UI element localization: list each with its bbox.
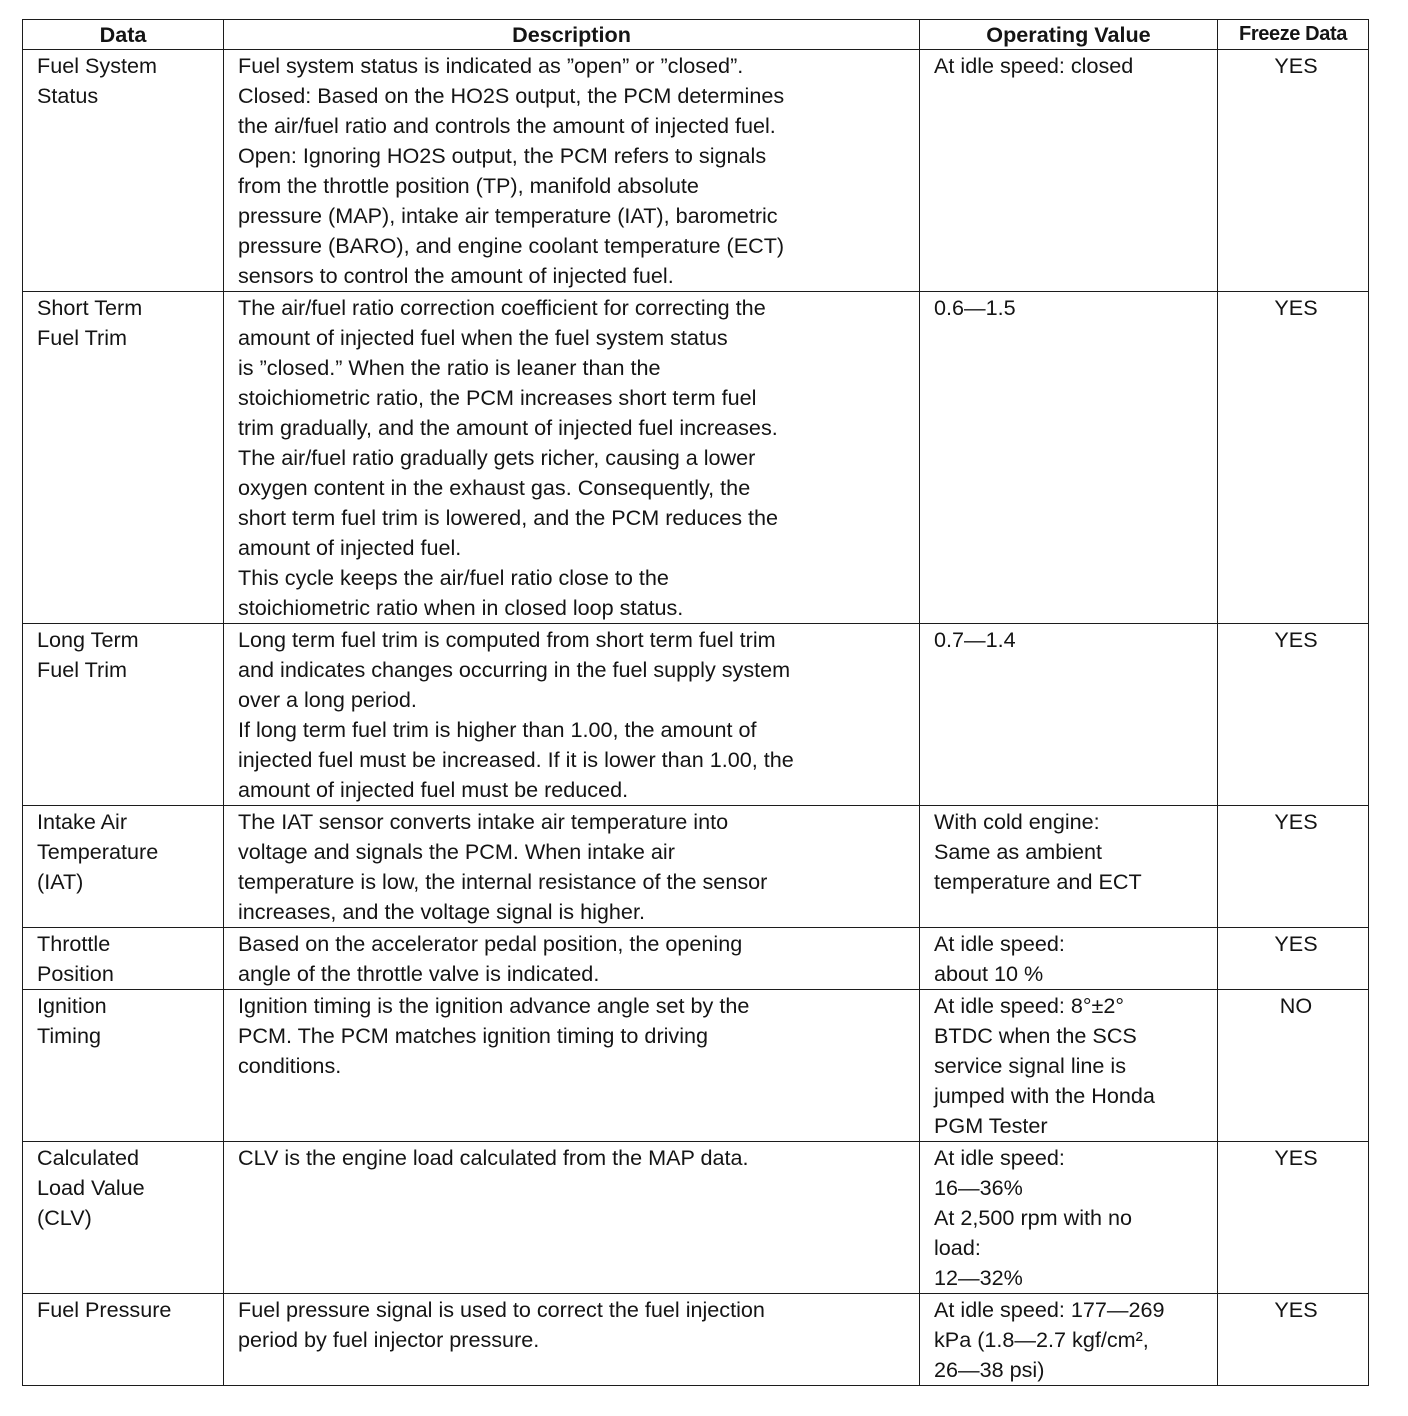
description-cell bbox=[224, 624, 920, 806]
operating-value-cell-line: At idle speed: 8°±2° bbox=[934, 993, 1124, 1018]
data-cell bbox=[23, 928, 224, 990]
description-cell-line: the air/fuel ratio and controls the amount of injected fuel. bbox=[238, 113, 776, 138]
description-cell-line: period by fuel injector pressure. bbox=[238, 1327, 540, 1352]
operating-value-cell bbox=[920, 1142, 1218, 1294]
data-cell bbox=[23, 1294, 224, 1386]
description-cell-line: conditions. bbox=[238, 1053, 342, 1078]
freeze-data-cell: YES bbox=[1218, 928, 1369, 990]
description-cell-line: angle of the throttle valve is indicated. bbox=[238, 961, 600, 986]
operating-value-cell-line: With cold engine: bbox=[934, 809, 1100, 834]
description-cell-line: pressure (MAP), intake air temperature (IAT), barometric bbox=[238, 203, 778, 228]
description-cell-line: over a long period. bbox=[238, 687, 417, 712]
header-data: Data bbox=[23, 20, 224, 50]
description-cell-line: CLV is the engine load calculated from the MAP data. bbox=[238, 1145, 749, 1170]
description-cell-line: amount of injected fuel when the fuel system status bbox=[238, 325, 728, 350]
description-cell-line: Based on the accelerator pedal position, the opening bbox=[238, 931, 743, 956]
data-cell-line: Status bbox=[37, 83, 99, 108]
operating-value-cell bbox=[920, 292, 1218, 624]
description-cell-line: short term fuel trim is lowered, and the PCM reduces the bbox=[238, 505, 779, 530]
table-body bbox=[23, 50, 1369, 1386]
operating-value-cell-line: Same as ambient bbox=[934, 839, 1103, 864]
data-cell-line: (CLV) bbox=[37, 1205, 92, 1230]
operating-value-cell bbox=[920, 806, 1218, 928]
data-cell-line: Long Term bbox=[37, 627, 139, 652]
operating-value-cell-line: BTDC when the SCS bbox=[934, 1023, 1137, 1048]
description-cell-line: amount of injected fuel. bbox=[238, 535, 462, 560]
freeze-data-cell: YES bbox=[1218, 624, 1369, 806]
table-row bbox=[23, 990, 1369, 1142]
description-cell-line: temperature is low, the internal resistance of the sensor bbox=[238, 869, 768, 894]
data-cell-line: Throttle bbox=[37, 931, 111, 956]
data-cell-line: Fuel Trim bbox=[37, 657, 127, 682]
description-cell-line: is ”closed.” When the ratio is leaner than the bbox=[238, 355, 661, 380]
description-cell bbox=[224, 50, 920, 292]
operating-value-cell-line: 0.6—1.5 bbox=[934, 295, 1016, 320]
data-cell-line: Ignition bbox=[37, 993, 107, 1018]
operating-value-cell-line: temperature and ECT bbox=[934, 869, 1142, 894]
description-cell-line: The IAT sensor converts intake air temperature into bbox=[238, 809, 729, 834]
operating-value-cell-line: about 10 % bbox=[934, 961, 1044, 986]
operating-value-cell-line: 12—32% bbox=[934, 1265, 1023, 1290]
data-cell bbox=[23, 624, 224, 806]
data-cell-line: (IAT) bbox=[37, 869, 84, 894]
data-cell-line: Short Term bbox=[37, 295, 143, 320]
description-cell-line: The air/fuel ratio gradually gets richer, causing a lower bbox=[238, 445, 756, 470]
description-cell-line: Open: Ignoring HO2S output, the PCM refers to signals bbox=[238, 143, 767, 168]
data-cell-line: Fuel Trim bbox=[37, 325, 127, 350]
description-cell-line: injected fuel must be increased. If it is lower than 1.00, the bbox=[238, 747, 794, 772]
data-cell bbox=[23, 806, 224, 928]
data-cell-line: Intake Air bbox=[37, 809, 128, 834]
data-cell bbox=[23, 50, 224, 292]
table-row bbox=[23, 624, 1369, 806]
description-cell-line: Closed: Based on the HO2S output, the PCM determines bbox=[238, 83, 785, 108]
data-cell bbox=[23, 990, 224, 1142]
description-cell-line: amount of injected fuel must be reduced. bbox=[238, 777, 629, 802]
description-cell bbox=[224, 1294, 920, 1386]
table-row bbox=[23, 292, 1369, 624]
table-row bbox=[23, 50, 1369, 292]
data-cell bbox=[23, 292, 224, 624]
data-cell-line: Temperature bbox=[37, 839, 159, 864]
operating-value-cell-line: 16—36% bbox=[934, 1175, 1023, 1200]
freeze-data-cell: NO bbox=[1218, 990, 1369, 1142]
data-cell bbox=[23, 1142, 224, 1294]
description-cell bbox=[224, 1142, 920, 1294]
operating-value-cell-line: At idle speed: 177—269 bbox=[934, 1297, 1165, 1322]
operating-value-cell-line: At idle speed: bbox=[934, 931, 1065, 956]
data-cell-line: Timing bbox=[37, 1023, 101, 1048]
table-row bbox=[23, 1294, 1369, 1386]
table-row bbox=[23, 1142, 1369, 1294]
table-row bbox=[23, 928, 1369, 990]
description-cell-line: voltage and signals the PCM. When intake air bbox=[238, 839, 675, 864]
description-cell-line: PCM. The PCM matches ignition timing to driving bbox=[238, 1023, 709, 1048]
description-cell bbox=[224, 806, 920, 928]
table-row bbox=[23, 806, 1369, 928]
operating-value-cell-line: At idle speed: closed bbox=[934, 53, 1134, 78]
description-cell-line: from the throttle position (TP), manifold absolute bbox=[238, 173, 699, 198]
operating-value-cell-line: 26—38 psi) bbox=[934, 1357, 1045, 1382]
header-freeze-data: Freeze Data bbox=[1218, 20, 1369, 50]
description-cell bbox=[224, 928, 920, 990]
description-cell-line: Ignition timing is the ignition advance angle set by the bbox=[238, 993, 750, 1018]
operating-value-cell-line: load: bbox=[934, 1235, 981, 1260]
operating-value-cell bbox=[920, 1294, 1218, 1386]
description-cell-line: stoichiometric ratio, the PCM increases short term fuel bbox=[238, 385, 757, 410]
data-cell-line: Calculated bbox=[37, 1145, 140, 1170]
operating-value-cell-line: PGM Tester bbox=[934, 1113, 1048, 1138]
data-cell-line: Load Value bbox=[37, 1175, 145, 1200]
freeze-data-cell: YES bbox=[1218, 1142, 1369, 1294]
description-cell-line: Long term fuel trim is computed from short term fuel trim bbox=[238, 627, 776, 652]
description-cell-line: trim gradually, and the amount of injected fuel increases. bbox=[238, 415, 778, 440]
description-cell bbox=[224, 990, 920, 1142]
operating-value-cell-line: jumped with the Honda bbox=[934, 1083, 1155, 1108]
data-cell-line: Position bbox=[37, 961, 114, 986]
operating-value-cell bbox=[920, 928, 1218, 990]
description-cell-line: increases, and the voltage signal is higher. bbox=[238, 899, 645, 924]
operating-value-cell bbox=[920, 50, 1218, 292]
description-cell bbox=[224, 292, 920, 624]
operating-value-cell-line: At idle speed: bbox=[934, 1145, 1065, 1170]
header-row bbox=[23, 20, 1369, 50]
operating-value-cell bbox=[920, 624, 1218, 806]
description-cell-line: pressure (BARO), and engine coolant temperature (ECT) bbox=[238, 233, 785, 258]
description-cell-line: stoichiometric ratio when in closed loop status. bbox=[238, 595, 684, 620]
description-cell-line: This cycle keeps the air/fuel ratio close to the bbox=[238, 565, 669, 590]
operating-value-cell-line: kPa (1.8—2.7 kgf/cm², bbox=[934, 1327, 1149, 1352]
description-cell-line: Fuel pressure signal is used to correct the fuel injection bbox=[238, 1297, 765, 1322]
operating-value-cell-line: 0.7—1.4 bbox=[934, 627, 1016, 652]
freeze-data-cell: YES bbox=[1218, 806, 1369, 928]
description-cell-line: If long term fuel trim is higher than 1.00, the amount of bbox=[238, 717, 757, 742]
freeze-data-cell: YES bbox=[1218, 1294, 1369, 1386]
operating-value-cell-line: At 2,500 rpm with no bbox=[934, 1205, 1133, 1230]
freeze-data-cell: YES bbox=[1218, 50, 1369, 292]
description-cell-line: and indicates changes occurring in the fuel supply system bbox=[238, 657, 791, 682]
data-table bbox=[22, 19, 1369, 1386]
operating-value-cell bbox=[920, 990, 1218, 1142]
description-cell-line: sensors to control the amount of injected fuel. bbox=[238, 263, 674, 288]
data-cell-line: Fuel System bbox=[37, 53, 157, 78]
description-cell-line: Fuel system status is indicated as ”open” or ”closed”. bbox=[238, 53, 744, 78]
freeze-data-cell: YES bbox=[1218, 292, 1369, 624]
header-operating-value: Operating Value bbox=[920, 20, 1218, 50]
operating-value-cell-line: service signal line is bbox=[934, 1053, 1127, 1078]
description-cell-line: The air/fuel ratio correction coefficient for correcting the bbox=[238, 295, 766, 320]
header-description: Description bbox=[224, 20, 920, 50]
description-cell-line: oxygen content in the exhaust gas. Consequently, the bbox=[238, 475, 751, 500]
data-cell-line: Fuel Pressure bbox=[37, 1297, 172, 1322]
